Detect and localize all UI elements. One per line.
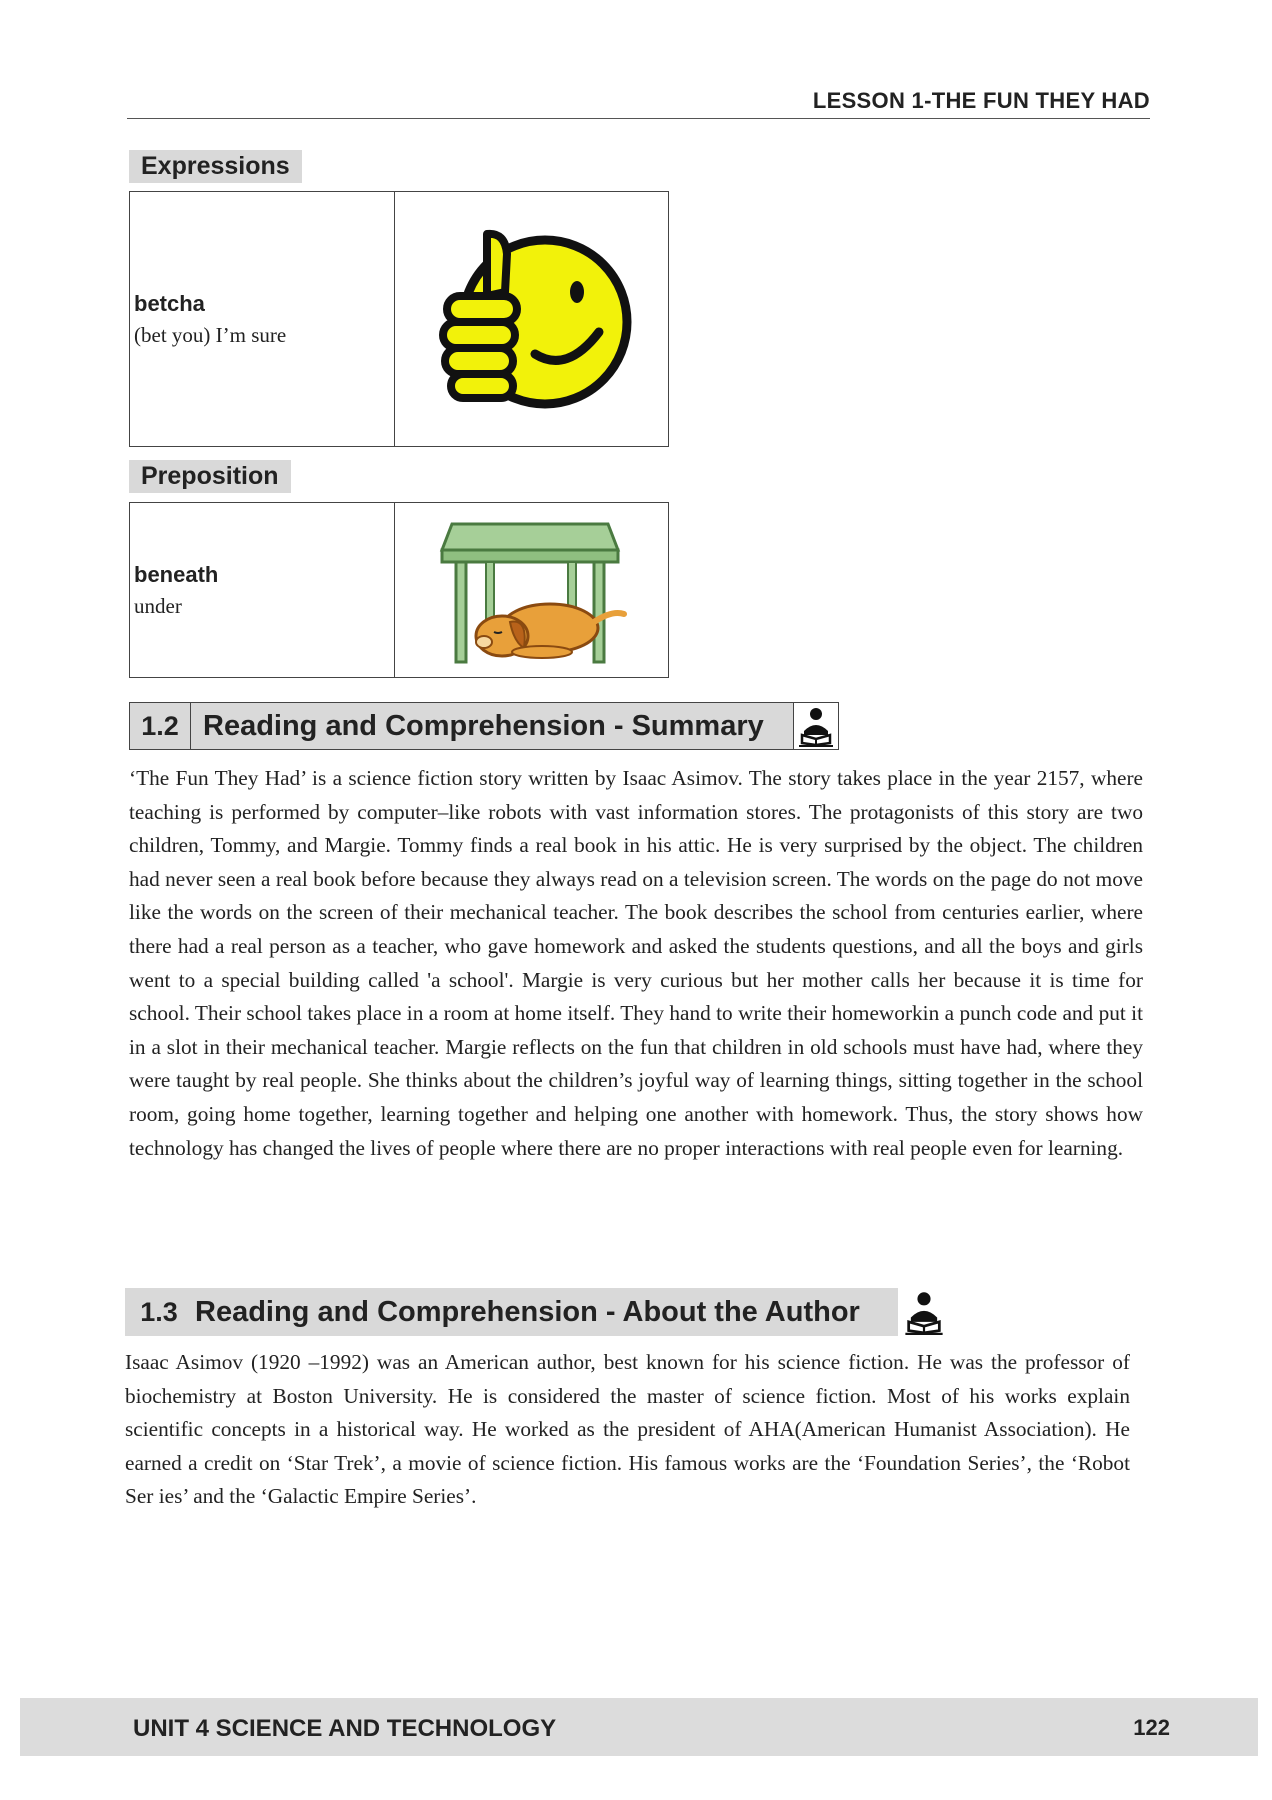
page-number: 122 xyxy=(1133,1715,1170,1740)
preposition-table xyxy=(129,502,669,678)
preposition-label: Preposition xyxy=(129,460,291,493)
summary-section-title: Reading and Comprehension - Summary xyxy=(191,702,793,750)
page-footer xyxy=(20,1698,1258,1756)
lesson-title: LESSON 1-THE FUN THEY HAD xyxy=(812,88,1150,113)
expressions-picture-cell xyxy=(395,192,668,446)
author-section-header xyxy=(125,1288,950,1336)
expressions-word-cell xyxy=(130,192,395,446)
summary-section-number: 1.2 xyxy=(129,702,191,750)
expressions-table xyxy=(129,191,669,447)
author-section-number: 1.3 xyxy=(125,1288,193,1336)
expression-word: betcha xyxy=(134,290,205,316)
page-header xyxy=(127,86,1150,119)
unit-title: UNIT 4 SCIENCE AND TECHNOLOGY xyxy=(133,1715,557,1742)
expressions-label: Expressions xyxy=(129,150,302,183)
summary-paragraph: ‘The Fun They Had’ is a science fiction story written by Isaac Asimov. The story takes place in the year 2157, where teaching is performed by computer–like robots with vast information stores. The protagonists of this story are two children, Tommy, and Margie. Tommy finds a real book in his attic. He is very surprised by the object. The children had never seen a real book before because they always read on a television screen. The words on the page do not move like the words on the screen of their mechanical teacher. The book describes the school from centuries earlier, where there had a real person as a teacher, who gave homework and asked the students questions, and all the boys and girls went to a special building called 'a school'. Margie is very curious but her mother calls her because it is time for school. Their school takes place in a room at home itself. They hand to write their homeworkin a punch code and put it in a slot in their mechanical teacher. Margie reflects on the fun that children in old schools must have had, where they were taught by real people. She thinks about the children’s joyful way of learning things, sitting together in the school room, going home together, learning together and helping one another with homework. Thus, the story shows how technology has changed the lives of people where there are no proper interactions with real people even for learning. xyxy=(129,766,1143,1160)
preposition-word-cell xyxy=(130,503,395,677)
reader-icon xyxy=(898,1288,950,1336)
preposition-meaning: under xyxy=(134,593,182,618)
preposition-picture-cell xyxy=(395,503,668,677)
author-section-title: Reading and Comprehension - About the Author xyxy=(193,1288,898,1336)
author-paragraph: Isaac Asimov (1920 –1992) was an American author, best known for his science fiction. He was the professor of biochemistry at Boston University. He is considered the master of science fiction. Most of his works explain scientific concepts in a historical way. He worked as the president of AHA(American Humanist Association). He earned a credit on ‘Star Trek’, a movie of science fiction. His famous works are the ‘Foundation Series’, the ‘Robot Ser ies’ and the ‘Galactic Empire Series’. xyxy=(125,1350,1130,1509)
summary-section-header xyxy=(129,702,839,750)
dog-under-table-icon xyxy=(432,510,632,670)
thumbs-up-smiley-icon xyxy=(427,214,637,424)
preposition-word: beneath xyxy=(134,561,219,587)
expression-meaning: (bet you) I’m sure xyxy=(134,322,287,347)
reader-icon xyxy=(793,702,839,750)
